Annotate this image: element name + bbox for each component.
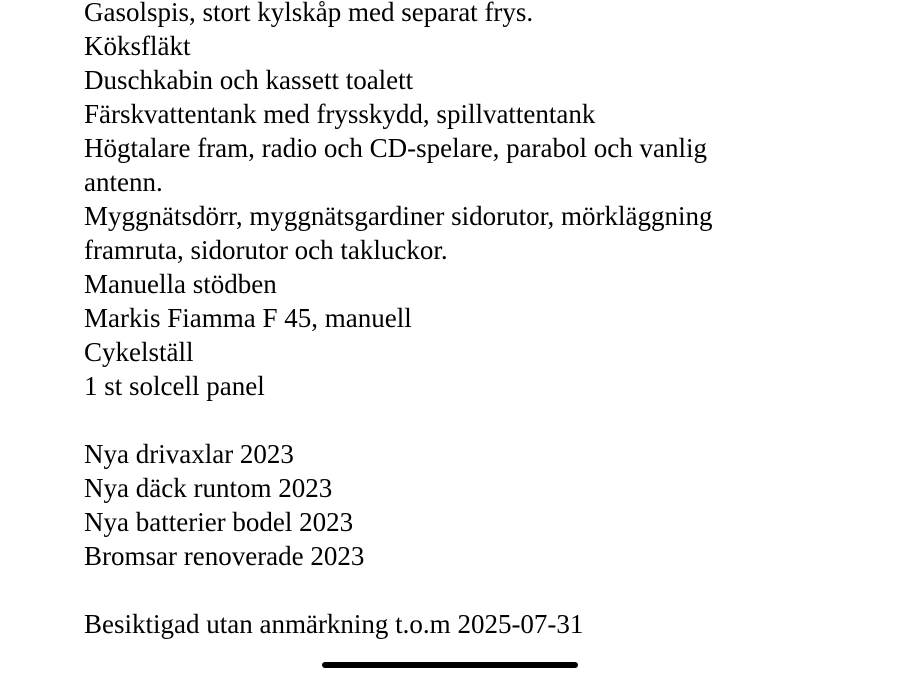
update-line: Nya däck runtom 2023	[84, 473, 333, 503]
equipment-line: Gasolspis, stort kylskåp med separat frys.	[84, 0, 534, 27]
update-line: Nya drivaxlar 2023	[84, 439, 294, 469]
home-indicator-bar[interactable]	[322, 662, 578, 668]
inspection-line: Besiktigad utan anmärkning t.o.m 2025-07-31	[84, 609, 584, 639]
equipment-line: Duschkabin och kassett toalett	[84, 65, 414, 95]
updates-list	[84, 437, 844, 573]
equipment-line: Färskvattentank med frysskydd, spillvattentank	[84, 99, 596, 129]
equipment-line: Markis Fiamma F 45, manuell	[84, 303, 412, 333]
update-line: Nya batterier bodel 2023	[84, 507, 354, 537]
spacer	[84, 573, 844, 607]
equipment-list	[84, 0, 844, 403]
equipment-line: Myggnätsdörr, myggnätsgardiner sidorutor, mörkläggning	[84, 201, 713, 231]
equipment-line: framruta, sidorutor och takluckor.	[84, 235, 448, 265]
equipment-line: 1 st solcell panel	[84, 371, 265, 401]
equipment-line: Högtalare fram, radio och CD-spelare, parabol och vanlig	[84, 133, 708, 163]
equipment-line: antenn.	[84, 167, 163, 197]
equipment-line: Cykelställ	[84, 337, 194, 367]
listing-text	[84, 0, 844, 641]
spacer	[84, 403, 844, 437]
equipment-line: Manuella stödben	[84, 269, 277, 299]
update-line: Bromsar renoverade 2023	[84, 541, 365, 571]
equipment-line: Köksfläkt	[84, 31, 191, 61]
